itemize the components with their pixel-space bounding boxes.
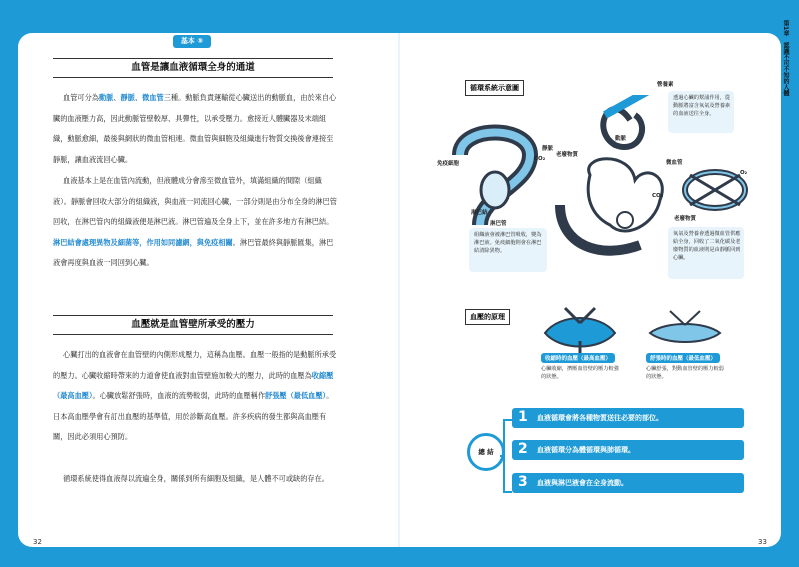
summary-text-1: 血液循環會將各種物質送往必要的部位。 bbox=[537, 414, 663, 422]
summary-item-2 bbox=[512, 440, 744, 460]
paragraph-blood-pressure: 心臟打出的血液會在血管壁的內側形成壓力，這稱為血壓。血壓一般指的是動脈所承受的壓力。心臟收縮時帶來的力道會使血液對血管壁施加較大的壓力，此時的血壓為收縮壓（最高血壓）。心臟放鬆舒張時，血液的流勢較弱，此時的血壓稱作舒張壓（最低血壓）。日本高血壓學會有訂出血壓的基準值，用於診斷高血壓。許多疾病的發生都與高血壓有關，因此必須用心預防。 bbox=[53, 350, 337, 441]
label-capillary: 微血管 bbox=[666, 160, 683, 166]
page-number-left: 32 bbox=[33, 538, 42, 546]
blood-pressure-illustration bbox=[540, 303, 740, 353]
summary-item-1 bbox=[512, 408, 744, 428]
page-number-right: 33 bbox=[758, 538, 767, 546]
label-vein: 靜脈 bbox=[542, 146, 554, 152]
paragraph-conclusion: 循環系統使得血液得以流遍全身，關係到所有細胞及組織，是人體不可或缺的存在。 bbox=[63, 474, 329, 483]
summary-item-3 bbox=[512, 473, 744, 493]
label-o2: O₂ bbox=[740, 170, 748, 176]
label-artery: 動脈 bbox=[615, 136, 627, 142]
chapter-side-label: 第1章 認識不可不知的人體 bbox=[782, 20, 789, 97]
label-co2: CO₂ bbox=[534, 156, 546, 162]
section-title-blood-pressure: 血壓就是血管壁所承受的壓力 bbox=[53, 315, 333, 335]
diastolic-pressure-pill: 舒張時的血壓（最低血壓） bbox=[646, 353, 720, 363]
label-nutrient: 營養素 bbox=[657, 82, 674, 88]
paragraph-lymph: 血液基本上是在血管內流動，但液體成分會滲至微血管外，填滿組織的間隙（組織液）。靜脈會回收大部分的組織液，與血液一同流回心臟，一部分則是由分布全身的淋巴管回收，在淋巴管內的組織液便是淋巴液。淋巴管遍及全身上下，並在許多地方有淋巴結。淋巴結會處理異物及細菌等，作用如同濾網，與免疫相關。淋巴管最終與靜脈匯集，淋巴液會再度與血液一同回到心臟。 bbox=[53, 176, 337, 267]
label-waste: 老廢物質 bbox=[556, 152, 579, 158]
page-gutter bbox=[398, 33, 400, 547]
summary-number-3: 3 bbox=[518, 474, 528, 490]
section-title-vessels: 血管是讓血液循環全身的通道 bbox=[53, 58, 333, 78]
diastolic-vessel-drawing bbox=[650, 324, 720, 342]
systolic-pressure-pill: 收縮時的血壓（最高血壓） bbox=[541, 353, 615, 363]
capillary-caption: 氧氣及營養會透過微血管供應給全身，回收了二氧化碳及老廢物質的血液則是由靜脈回到心臟。 bbox=[673, 231, 741, 261]
label-immune-cell: 免疫細胞 bbox=[437, 161, 460, 167]
summary-text-2: 血液循環分為體循環與肺循環。 bbox=[537, 446, 635, 454]
diastolic-caption: 心臟舒張，對動血管壁的壓力較弱的狀態。 bbox=[646, 366, 724, 380]
lymph-node-drawing bbox=[481, 172, 509, 208]
paragraph-vessels: 血管可分為動脈、靜脈、微血管三種。動脈負責運輸從心臟送出的動脈血，由於來自心臟的血液壓力高，因此動脈管壁較厚、具彈性，以承受壓力。愈接近人體臟器及末端組織，動脈愈細，最後與網狀的微血管相連。微血管與細胞及組織進行物質交換後會連接至靜脈，讓血液流回心臟。 bbox=[53, 93, 337, 164]
blood-pressure-label: 血壓的原理 bbox=[465, 309, 510, 325]
summary-text-3: 血液與淋巴液會在全身流動。 bbox=[537, 479, 628, 487]
systolic-caption: 心臟收縮，擠壓血管壁的壓力較強的狀態。 bbox=[541, 366, 619, 380]
label-lymph-vessel: 淋巴管 bbox=[490, 221, 507, 227]
label-waste-capillary: 老廢物質 bbox=[674, 216, 697, 222]
label-lymph-node: 淋巴結 bbox=[471, 210, 488, 216]
summary-number-1: 1 bbox=[518, 409, 528, 425]
label-co2-capillary: CO₂ bbox=[652, 193, 664, 199]
circulation-diagram-label: 循環系統示意圖 bbox=[465, 80, 524, 96]
summary-number-2: 2 bbox=[518, 441, 528, 457]
artery-caption: 透過心臟的幫浦作用，從動脈將富含氧氣及營養素的血液送往全身。 bbox=[673, 95, 731, 117]
lymph-caption: 組織液會被淋巴管吸收，變為淋巴液。免疫細胞則會在淋巴結清除異物。 bbox=[474, 232, 542, 254]
section-badge: 基本 ⑤ bbox=[173, 35, 211, 48]
summary-circle: 總 結 bbox=[467, 433, 505, 471]
